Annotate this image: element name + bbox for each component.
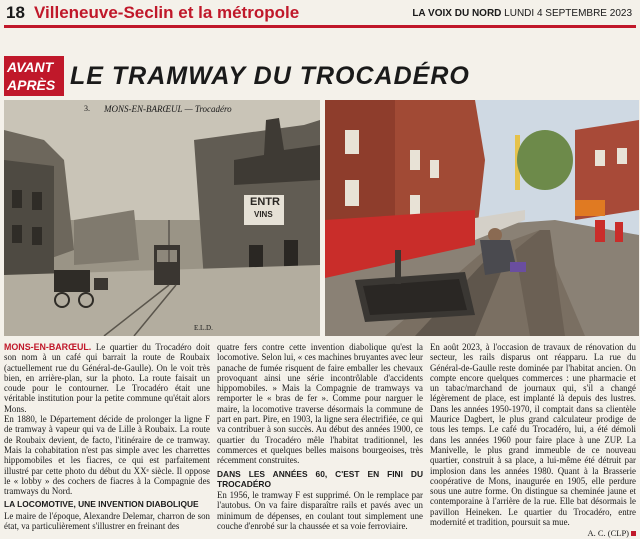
subheading: DANS LES ANNÉES 60, C'EST EN FINI DU TROCADÉRO <box>217 468 423 489</box>
paragraph-text: Le quartier du Trocadéro doit son nom à un café qui barrait la route de Roubaix (actuellement rue du Général-de-Gaulle). On le voit très bien, en arrière-plan, sur la photo. La route faisait un coude pour le contourner. Le Trocadéro était une véritable institution pour la petite commune qu'était alors Mons. <box>4 342 210 414</box>
issue-date: LUNDI 4 SEPTEMBRE 2023 <box>504 8 632 19</box>
article-column-3 <box>430 342 636 539</box>
end-mark <box>631 531 636 536</box>
page-header <box>0 0 640 30</box>
badge-after: APRÈS <box>7 77 56 93</box>
newspaper-name: LA VOIX DU NORD <box>412 8 502 19</box>
article-column-1 <box>4 342 210 531</box>
page-number: 18 <box>6 3 25 22</box>
paragraph <box>4 342 210 414</box>
article-body <box>4 342 636 539</box>
paragraph: quatre fers contre cette invention diabolique qu'est la locomotive. Selon lui, « ces machines bruyantes avec leur panache de fumée risquent de faire emballer les chevaux provoquant ainsi une série incontrôlable d'accidents hippomobiles. » Mais la Compagnie de tramways va remporter le « bras de fer ». Comme pour narguer le maire, la locomotive traverse désormais la commune de part en part. Pire, en 1903, la ligne sera électrifiée, ce qui va contribuer à son succès. Au début des années 1900, ce quartier du Trocadéro mêle l'habitat traditionnel, les commerces et quelques belles maisons bourgeoises, très récemment construites. <box>217 342 423 466</box>
paragraph: En août 2023, à l'occasion de travaux de rénovation du secteur, les rails disparus ont réapparu. La rue du Général-de-Gaulle reste dominée par l'habitat ancien. On compte encore quelques commerces : une pharmacie et un tabac/marchand de journaux qui, s'il a changé légèrement de place, est implanté là depuis des lustres. Dans les années 1950-1970, il comptait dans sa clientèle Maurice Dagbert, le plus grand calculateur prodige de tous les temps. Le café du Trocadéro, lui, a été démoli dans les années 1960 pour faire place à une ZUP. La Manivelle, le plus grand immeuble de ce nouveau quartier, construit à sa place, a lui-même été détruit par implosion dans les années 1980. Quant à la Brasserie coopérative de Mons, inaugurée en 1905, elle perdure sous une autre forme. On distingue sa cheminée jaune et contemporaine à l'arrière de la rue. Elle bat désormais le pavillon Heineken. Le quartier du Trocadéro, entre modernité et tradition, poursuit sa mue. <box>430 342 636 528</box>
postcard-publisher-mark: E.L.D. <box>194 324 213 332</box>
old-postcard-photo <box>4 100 320 336</box>
subheading: LA LOCOMOTIVE, UNE INVENTION DIABOLIQUE <box>4 499 199 510</box>
postcard-sign-entr: ENTR <box>250 196 280 208</box>
before-after-badge <box>4 56 64 96</box>
current-street-photo <box>325 100 639 336</box>
postcard-number: 3. <box>84 104 90 113</box>
author-signature <box>430 528 636 538</box>
paragraph: Le maire de l'époque, Alexandre Delemar, charron de son état, va particulièrement s'illustrer en freinant des <box>4 510 210 532</box>
header-rule <box>4 25 636 28</box>
postcard-caption: MONS-EN-BARŒUL — Trocadéro <box>104 104 232 114</box>
newspaper-dateline <box>412 8 632 19</box>
article-lead: MONS-EN-BARŒUL. <box>4 342 92 352</box>
article-column-2 <box>217 342 423 531</box>
article-title: LE TRAMWAY DU TROCADÉRO <box>70 62 470 90</box>
badge-before: AVANT <box>7 59 54 75</box>
signature-text: A. C. (CLP) <box>587 528 629 539</box>
postcard-sign-vins: VINS <box>254 210 273 219</box>
paragraph: En 1956, le tramway F est supprimé. On le remplace par l'autobus. On va faire disparaître rails et pavés avec un minimum de dépenses, en coulant tout simplement une couche d'enrobé sur la chaussée et sa voie ferroviaire. <box>217 490 423 532</box>
paragraph: En 1880, le Département décide de prolonger la ligne F de tramway à vapeur qui va de Lille à Roubaix. La route de Roubaix devient, de facto, l'itinéraire de ce tramway. Mais la cohabitation n'est pas simple avec les charrettes hippomobiles et les fiacres, ce qui est parfaitement illustré par cette photo du début du XXᵉ siècle. Il oppose le « lobby » des cochers de fiacres à la Compagnie des tramways du Nord. <box>4 414 210 497</box>
section-title: Villeneuve-Seclin et la métropole <box>34 3 300 22</box>
